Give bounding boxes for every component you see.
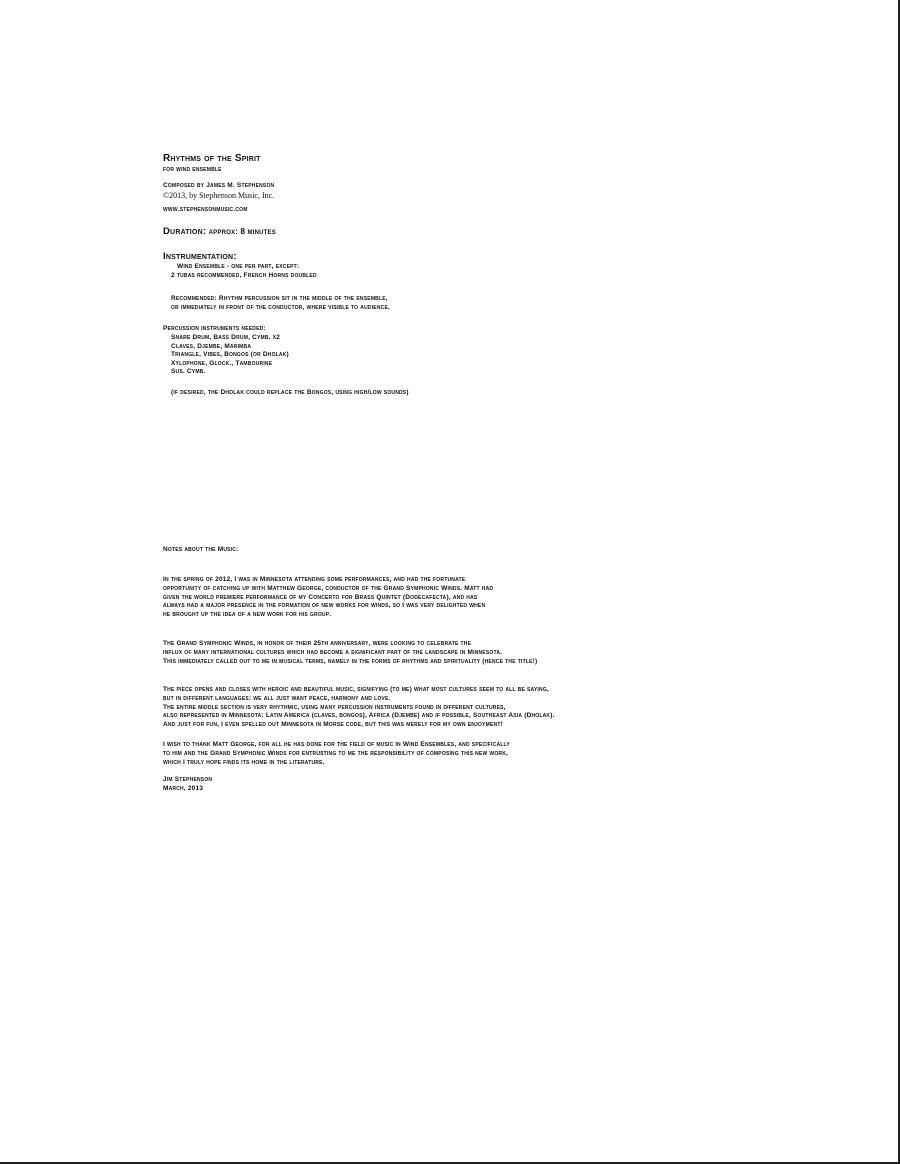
instrumentation-heading: Instrumentation: xyxy=(163,251,237,262)
instrumentation-line: 2 tubas recommended, French Horns doubled xyxy=(171,271,317,279)
signature-date: March, 2013 xyxy=(163,784,204,792)
seating-recommendation xyxy=(171,295,771,312)
percussion-item: Xylophone, Glock., Tambourine xyxy=(171,359,273,367)
percussion-item: Sus. Cymb. xyxy=(171,368,206,376)
copyright-notice: ©2013, by Stephenson Music, Inc. xyxy=(163,191,275,200)
notes-paragraph xyxy=(163,686,763,730)
notes-paragraph xyxy=(163,741,763,767)
recommendation-line: or immediately in front of the conductor, where visible to audience. xyxy=(171,303,390,311)
percussion-note: (if desired, the Dholak could replace the Bongos, using high/low sounds) xyxy=(171,389,409,396)
percussion-list xyxy=(171,334,771,377)
recommendation-line: Recommended: Rhythm percussion sit in the middle of the ensemble, xyxy=(171,295,388,302)
notes-paragraph xyxy=(163,576,763,620)
duration-label: Duration: xyxy=(163,226,207,237)
instrumentation-lines xyxy=(171,263,771,280)
percussion-heading: Percussion instruments needed: xyxy=(163,325,266,332)
paragraph-line: but in different languages: we all just want peace, harmony and love. xyxy=(163,694,391,702)
duration-value: approx: 8 minutes xyxy=(208,227,276,236)
piece-title: Rhythms of the Spirit xyxy=(163,153,261,164)
paragraph-line: influx of many international cultures which had become a significant part of the landscape in Minnesota. xyxy=(163,648,503,656)
paragraph-line: opportunity of catching up with Matthew George, conductor of the Grand Symphonic Winds. Matt had xyxy=(163,584,494,592)
percussion-item: Claves, Djembe, Marimba xyxy=(171,342,252,350)
piece-subtitle: for wind ensemble xyxy=(163,166,222,173)
paragraph-line: also represented in Minnesota: Latin America (claves, bongos), Africa (Djembe) and if possible, Southeast Asia (Dholak). xyxy=(163,712,555,720)
composer-credit: Composed by James M. Stephenson xyxy=(163,182,275,189)
signature xyxy=(163,776,763,794)
paragraph-line: he brought up the idea of a new work for his group. xyxy=(163,611,332,619)
paragraph-line: In the spring of 2012, I was in Minnesota attending some performances, and had the fortunate xyxy=(163,576,466,583)
paragraph-line: The Grand Symphonic Winds, in honor of their 25th anniversary, were looking to celebrate the xyxy=(163,640,472,647)
website-link: www.stephensonmusic.com xyxy=(163,206,248,213)
paragraph-line: to him and the Grand Symphonic Winds for entrusting to me the responsibility of composing this new work, xyxy=(163,749,509,757)
duration-line xyxy=(163,227,763,237)
paragraph-line: I wish to thank Matt George, for all he has done for the field of music in Wind Ensembles, and specifically xyxy=(163,741,510,748)
paragraph-line: always had a major presence in the formation of new works for winds, so I was very delighted when xyxy=(163,602,486,610)
signature-name: Jim Stephenson xyxy=(163,776,213,783)
paragraph-line: The entire middle section is very rhythmic, using many percussion instruments found in different cultures, xyxy=(163,703,506,711)
paragraph-line: This immediately called out to me in musical terms, namely in the forms of rhythms and spirituality (hence the title!) xyxy=(163,657,538,665)
notes-title: Notes about the Music: xyxy=(163,546,239,553)
paragraph-line: given the world premiere performance of my Concerto for Brass Quintet (Dodecafecta), and has xyxy=(163,593,478,601)
instrumentation-line: Wind Ensemble - one per part, except: xyxy=(177,263,300,270)
percussion-item: Triangle, Vibes, Bongos (or Dholak) xyxy=(171,351,289,359)
paragraph-line: which I truly hope finds its home in the literature. xyxy=(163,758,325,766)
paragraph-line: And just for fun, I even spelled out Minnesota in Morse code, but this was merely for my own enjoyment! xyxy=(163,721,503,729)
notes-paragraph xyxy=(163,640,763,666)
paragraph-line: The piece opens and closes with heroic and beautiful music, signifying (to me) what most cultures seem to all be saying, xyxy=(163,686,549,693)
percussion-item: Snare Drum, Bass Drum, Cymb. x2 xyxy=(171,334,281,341)
